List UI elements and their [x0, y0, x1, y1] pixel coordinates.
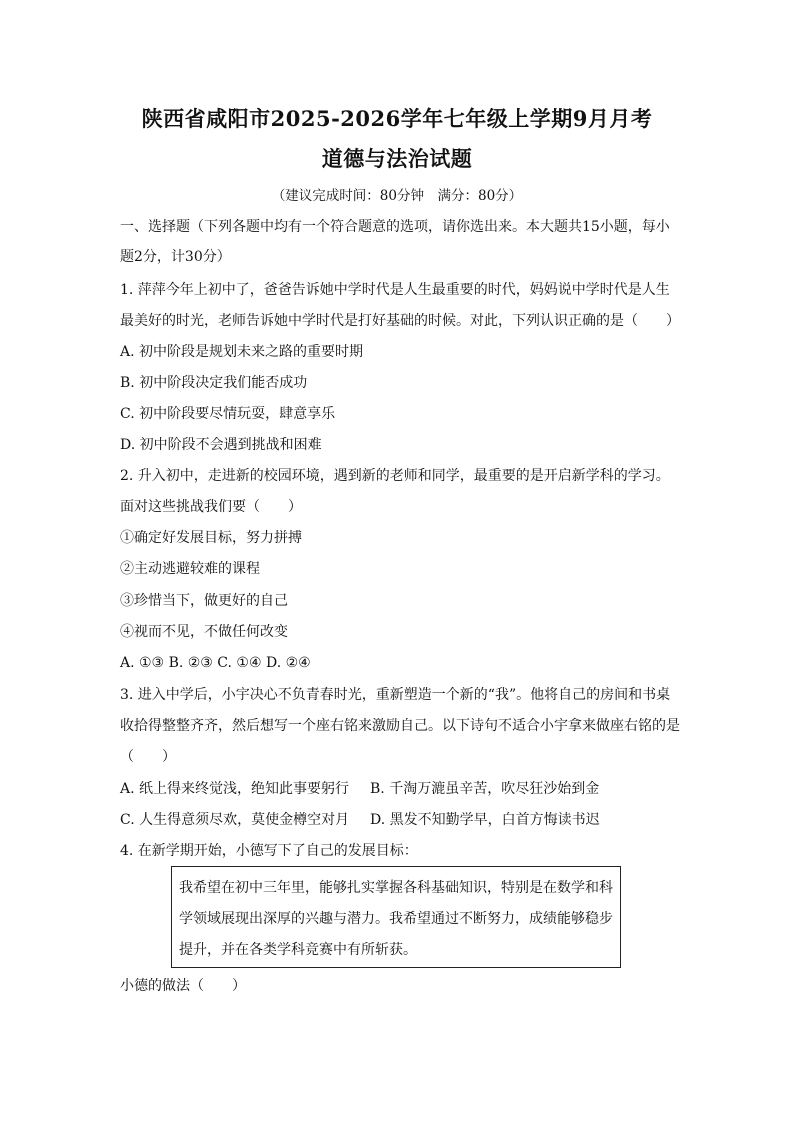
exam-title-line1: 陕西省咸阳市2025-2026学年七年级上学期9月月考 [141, 106, 653, 131]
goal-quote-line2: 学领域展现出深厚的兴趣与潜力。我希望通过不断努力，成绩能够稳步 [179, 911, 613, 927]
q3-options-row1 [120, 780, 600, 798]
q2-item-2: ②主动逃避较难的课程 [120, 561, 260, 577]
goal-quote-line3: 提升，并在各类学科竞赛中有所斩获。 [179, 942, 417, 958]
q3-option-d: D. 黑发不知勤学早，白首方悔读书迟 [370, 812, 600, 828]
section-heading-line2: 题2分，计30分） [120, 249, 231, 265]
q3-option-b: B. 千淘万漉虽辛苦，吹尽狂沙始到金 [370, 781, 600, 797]
q4-stem-line2: 小德的做法（ ） [120, 978, 246, 994]
q3-stem-line2: 收拾得整整齐齐，然后想写一个座右铭来激励自己。以下诗句不适合小宇拿来做座右铭的是 [120, 718, 680, 734]
q3-stem-line1: 3. 进入中学后，小宇决心不负青春时光，重新塑造一个新的“我”。他将自己的房间和书桌 [120, 687, 671, 703]
q3-options-row2 [120, 811, 600, 829]
q1-option-b: B. 初中阶段决定我们能否成功 [120, 375, 308, 391]
q3-option-c: C. 人生得意须尽欢，莫使金樽空对月 [120, 812, 350, 828]
q2-options: A. ①③ B. ②③ C. ①④ D. ②④ [120, 655, 311, 671]
q1-option-d: D. 初中阶段不会遇到挑战和困难 [120, 437, 322, 453]
q4-stem-line1: 4. 在新学期开始，小德写下了自己的发展目标： [120, 843, 418, 859]
exam-title-line2: 道德与法治试题 [321, 146, 473, 171]
q1-stem-line1: 1. 萍萍今年上初中了，爸爸告诉她中学时代是人生最重要的时代，妈妈说中学时代是人生 [120, 282, 670, 298]
q2-item-1: ①确定好发展目标，努力拼搏 [120, 530, 302, 546]
q1-option-c: C. 初中阶段要尽情玩耍，肆意享乐 [120, 406, 336, 422]
q2-stem-line1: 2. 升入初中，走进新的校园环境，遇到新的老师和同学，最重要的是开启新学科的学习。 [120, 468, 670, 484]
q1-stem-line2: 最美好的时光，老师告诉她中学时代是打好基础的时候。对此，下列认识正确的是（ ） [120, 313, 680, 329]
q2-stem-line2: 面对这些挑战我们要（ ） [120, 499, 302, 515]
q2-item-3: ③珍惜当下，做更好的自己 [120, 593, 288, 609]
goal-quote-box [171, 866, 621, 968]
goal-quote-line1: 我希望在初中三年里，能够扎实掌握各科基础知识，特别是在数学和科 [179, 880, 613, 896]
section-heading-line1: 一、选择题（下列各题中均有一个符合题意的选项，请你选出来。本大题共15小题，每小 [120, 219, 670, 235]
q3-stem-line3: （ ） [120, 749, 176, 765]
q1-option-a: A. 初中阶段是规划未来之路的重要时期 [120, 344, 364, 360]
q3-option-a: A. 纸上得来终觉浅，绝知此事要躬行 [120, 781, 350, 797]
q2-item-4: ④视而不见，不做任何改变 [120, 624, 288, 640]
exam-time-and-score: （建议完成时间：80分钟 满分：80分） [271, 188, 523, 204]
